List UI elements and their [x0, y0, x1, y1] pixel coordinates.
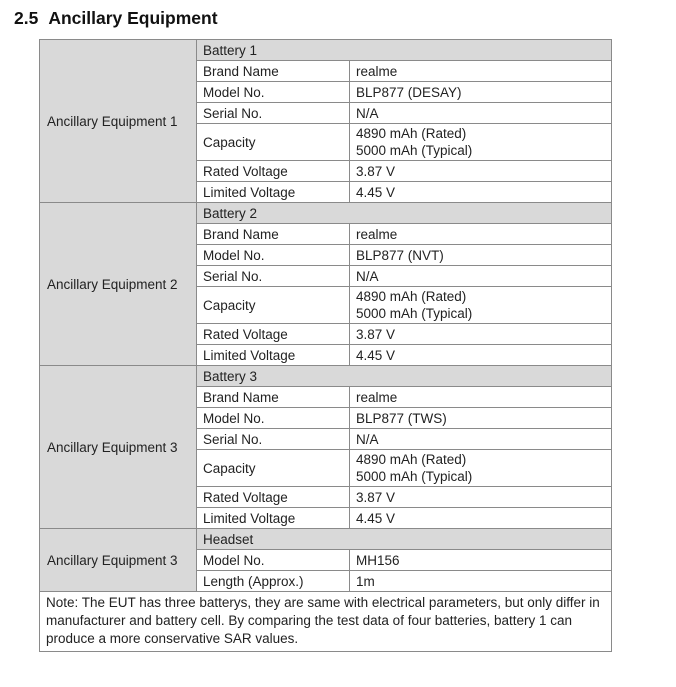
row-value: realme — [350, 61, 612, 82]
row-label: Model No. — [197, 82, 350, 103]
group-header-row — [40, 529, 612, 550]
row-label: Capacity — [197, 124, 350, 161]
row-value: BLP877 (TWS) — [350, 408, 612, 429]
note-text: Note: The EUT has three batterys, they are same with electrical parameters, but only differ in manufacturer and battery cell. By comparing the test data of four batteries, battery 1 can produce a more conservative SAR values. — [40, 592, 612, 652]
row-label: Length (Approx.) — [197, 571, 350, 592]
ancillary-equipment-table — [39, 39, 612, 652]
group-header: Headset — [197, 529, 612, 550]
row-label: Model No. — [197, 408, 350, 429]
row-label: Model No. — [197, 245, 350, 266]
group-header: Battery 1 — [197, 40, 612, 61]
row-label: Rated Voltage — [197, 324, 350, 345]
row-value: MH156 — [350, 550, 612, 571]
row-value: 3.87 V — [350, 324, 612, 345]
row-label: Model No. — [197, 550, 350, 571]
group-header: Battery 3 — [197, 366, 612, 387]
row-value: 3.87 V — [350, 487, 612, 508]
row-label: Serial No. — [197, 429, 350, 450]
row-label: Limited Voltage — [197, 508, 350, 529]
row-value: N/A — [350, 266, 612, 287]
section-number: 2.5 — [14, 8, 39, 28]
row-value: realme — [350, 387, 612, 408]
capacity-rated: 4890 mAh (Rated) — [356, 452, 467, 467]
row-label: Limited Voltage — [197, 182, 350, 203]
row-value: 4.45 V — [350, 345, 612, 366]
row-value: N/A — [350, 103, 612, 124]
row-value: BLP877 (NVT) — [350, 245, 612, 266]
row-value: 4.45 V — [350, 508, 612, 529]
category-cell: Ancillary Equipment 3 — [40, 366, 197, 529]
capacity-rated: 4890 mAh (Rated) — [356, 126, 467, 141]
capacity-typical: 5000 mAh (Typical) — [356, 469, 473, 484]
row-value — [350, 450, 612, 487]
row-value: 4.45 V — [350, 182, 612, 203]
row-value: N/A — [350, 429, 612, 450]
row-value: 1m — [350, 571, 612, 592]
row-value: BLP877 (DESAY) — [350, 82, 612, 103]
row-label: Rated Voltage — [197, 161, 350, 182]
row-label: Capacity — [197, 287, 350, 324]
row-value: 3.87 V — [350, 161, 612, 182]
group-header-row — [40, 40, 612, 61]
row-label: Brand Name — [197, 224, 350, 245]
group-header-row — [40, 366, 612, 387]
row-value: realme — [350, 224, 612, 245]
row-label: Serial No. — [197, 103, 350, 124]
row-label: Brand Name — [197, 61, 350, 82]
row-value — [350, 287, 612, 324]
row-label: Brand Name — [197, 387, 350, 408]
group-header-row — [40, 203, 612, 224]
row-label: Rated Voltage — [197, 487, 350, 508]
category-cell: Ancillary Equipment 2 — [40, 203, 197, 366]
note-row — [40, 592, 612, 652]
row-label: Capacity — [197, 450, 350, 487]
section-title: Ancillary Equipment — [48, 8, 218, 28]
capacity-typical: 5000 mAh (Typical) — [356, 306, 473, 321]
row-label: Limited Voltage — [197, 345, 350, 366]
row-label: Serial No. — [197, 266, 350, 287]
category-cell: Ancillary Equipment 1 — [40, 40, 197, 203]
capacity-typical: 5000 mAh (Typical) — [356, 143, 473, 158]
group-header: Battery 2 — [197, 203, 612, 224]
category-cell: Ancillary Equipment 3 — [40, 529, 197, 592]
row-value — [350, 124, 612, 161]
section-heading — [14, 8, 218, 29]
capacity-rated: 4890 mAh (Rated) — [356, 289, 467, 304]
